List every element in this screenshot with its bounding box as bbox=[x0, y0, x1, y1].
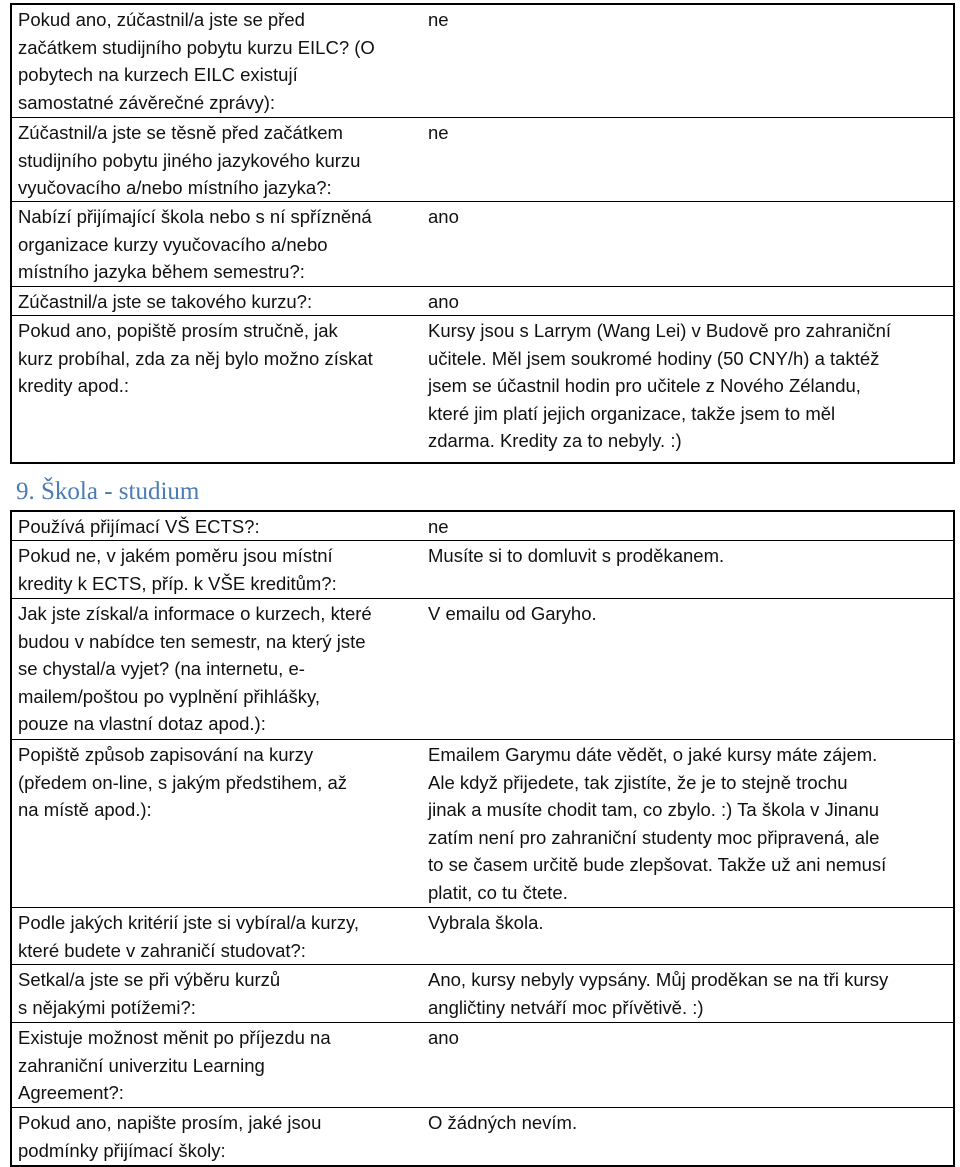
question-cell: Pokud ano, zúčastnil/a jste se před začátkem studijního pobytu kurzu EILC? (O pobytech na kurzech EILC existují samostatné závěrečné zprávy): bbox=[18, 9, 375, 113]
questionnaire-table-study bbox=[10, 510, 955, 1167]
question-cell: Nabízí přijímající škola nebo s ní spřízněná organizace kurzy vyučovacího a/nebo místního jazyka během semestru?: bbox=[18, 206, 372, 283]
table-row bbox=[12, 315, 953, 462]
answer-cell: O žádných nevím. bbox=[428, 1112, 578, 1133]
table-row bbox=[12, 540, 953, 598]
question-cell: Zúčastnil/a jste se takového kurzu?: bbox=[18, 291, 313, 312]
answer-cell: Musíte si to domluvit s proděkanem. bbox=[428, 545, 725, 566]
question-cell: Existuje možnost měnit po příjezdu na zahraniční univerzitu Learning Agreement?: bbox=[18, 1027, 331, 1104]
question-cell: Používá přijímací VŠ ECTS?: bbox=[18, 516, 260, 537]
question-cell: Pokud ano, popiště prosím stručně, jak kurz probíhal, zda za něj bylo možno získat kredity apod.: bbox=[18, 320, 373, 397]
table-row bbox=[12, 598, 953, 739]
answer-cell: Ano, kursy nebyly vypsány. Můj proděkan se na tři kursy angličtiny netváří moc přívětivě. :) bbox=[428, 969, 889, 1018]
answer-cell: ne bbox=[428, 9, 449, 30]
question-cell: Zúčastnil/a jste se těsně před začátkem studijního pobytu jiného jazykového kurzu vyučovacího a/nebo místního jazyka?: bbox=[18, 122, 361, 199]
answer-cell: Emailem Garymu dáte vědět, o jaké kursy máte zájem. Ale když přijedete, tak zjistíte, že je to stejně trochu jinak a musíte chodit tam, co zbylo. :) Ta škola v Jinanu zatím není pro zahraniční studenty moc připravená, ale to se časem určitě bude zlepšovat. Takže už ani nemusí platit, co tu čtete. bbox=[428, 744, 887, 903]
table-row bbox=[12, 117, 953, 201]
table-row bbox=[12, 286, 953, 315]
table-row bbox=[12, 907, 953, 964]
table-row bbox=[12, 5, 953, 117]
answer-cell: ne bbox=[428, 122, 449, 143]
answer-cell: ano bbox=[428, 1027, 459, 1048]
questionnaire-table-language bbox=[10, 3, 955, 464]
table-row bbox=[12, 964, 953, 1022]
question-cell: Pokud ne, v jakém poměru jsou místní kredity k ECTS, příp. k VŠE kreditům?: bbox=[18, 545, 337, 594]
answer-cell: Vybrala škola. bbox=[428, 912, 544, 933]
question-cell: Popiště způsob zapisování na kurzy (předem on-line, s jakým předstihem, až na místě apod.): bbox=[18, 744, 348, 821]
question-cell: Podle jakých kritérií jste si vybíral/a kurzy, které budete v zahraničí studovat?: bbox=[18, 912, 359, 961]
answer-cell: Kursy jsou s Larrym (Wang Lei) v Budově pro zahraniční učitele. Měl jsem soukromé hodiny (50 CNY/h) a taktéž jsem se účastnil hodin pro učitele z Nového Zélandu, které jim platí jejich organizace, takže jsem to měl zdarma. Kredity za to nebyly. :) bbox=[428, 320, 892, 452]
table-row bbox=[12, 1107, 953, 1165]
answer-cell: ne bbox=[428, 516, 449, 537]
table-row bbox=[12, 739, 953, 907]
answer-cell: V emailu od Garyho. bbox=[428, 603, 597, 624]
question-cell: Pokud ano, napište prosím, jaké jsou podmínky přijímací školy: bbox=[18, 1112, 322, 1161]
table-row bbox=[12, 512, 953, 540]
question-cell: Setkal/a jste se při výběru kurzů s nějakými potížemi?: bbox=[18, 969, 281, 1018]
table-row bbox=[12, 201, 953, 286]
answer-cell: ano bbox=[428, 291, 459, 312]
question-cell: Jak jste získal/a informace o kurzech, které budou v nabídce ten semestr, na který jste se chystal/a vyjet? (na internetu, e- mailem/poštou po vyplnění přihlášky, pouze na vlastní dotaz apod.): bbox=[18, 603, 372, 735]
section-heading: 9. Škola - studium bbox=[16, 478, 200, 505]
table-row bbox=[12, 1022, 953, 1107]
answer-cell: ano bbox=[428, 206, 459, 227]
